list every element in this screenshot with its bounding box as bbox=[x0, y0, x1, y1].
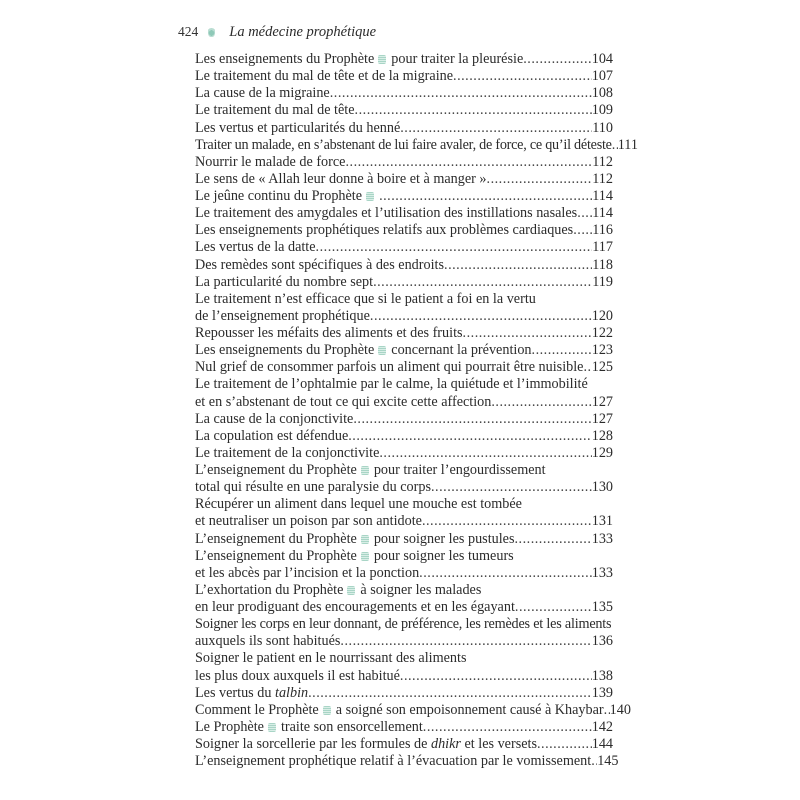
leaf-ornament-icon bbox=[208, 27, 215, 37]
toc-title: Traiter un malade, en s’abstenant de lui faire avaler, de force, ce qu’il déteste bbox=[195, 136, 612, 153]
toc-title: Des remèdes sont spécifiques à des endroits bbox=[195, 256, 445, 273]
toc-entry[interactable] bbox=[195, 462, 613, 496]
toc-title: Nourrir le malade de force bbox=[195, 153, 346, 170]
toc-entry[interactable] bbox=[195, 650, 613, 684]
toc-entry[interactable] bbox=[195, 616, 613, 650]
toc-title-line1: Soigner le patient en le nourrissant des aliments bbox=[195, 650, 467, 667]
toc-title: Le traitement du mal de tête et de la migraine bbox=[195, 68, 454, 85]
toc-title: L’enseignement du Prophète pour soigner les pustules bbox=[195, 530, 515, 547]
toc-entry[interactable] bbox=[195, 445, 613, 462]
toc-page-number: 127 bbox=[591, 393, 613, 410]
toc-title-line2: de l’enseignement prophétique bbox=[195, 307, 370, 324]
toc-entry[interactable] bbox=[195, 85, 613, 102]
dot-leader bbox=[583, 359, 591, 376]
toc-title-line1: L’enseignement du Prophète pour traiter l’engourdissement bbox=[195, 462, 546, 478]
toc-page-number: 110 bbox=[592, 119, 613, 136]
toc-title: Nul grief de consommer parfois un aliment qui pourrait être nuisible bbox=[195, 359, 584, 376]
toc-page-number: 120 bbox=[591, 307, 613, 324]
toc-entry[interactable] bbox=[195, 428, 613, 445]
toc-page-number: 145 bbox=[597, 753, 619, 770]
toc-title-line2: et les abcès par l’incision et la ponction bbox=[195, 564, 420, 581]
toc-page-number: 111 bbox=[617, 136, 638, 153]
salutation-glyph-icon bbox=[347, 586, 355, 595]
toc-page-number: 117 bbox=[592, 239, 613, 256]
toc-entry[interactable] bbox=[195, 376, 613, 410]
dot-leader bbox=[444, 257, 592, 274]
toc-page-number: 136 bbox=[591, 633, 613, 650]
toc-page-number: 128 bbox=[591, 427, 613, 444]
toc-entry[interactable] bbox=[195, 531, 613, 548]
dot-leader bbox=[453, 68, 592, 85]
toc-page-number: 135 bbox=[591, 599, 613, 615]
toc-entry[interactable] bbox=[195, 342, 613, 359]
toc-page-number: 140 bbox=[609, 701, 631, 718]
salutation-glyph-icon bbox=[366, 192, 374, 201]
toc-title-line2: auxquels ils sont habitués bbox=[195, 633, 341, 650]
toc-title-line2: les plus doux auxquels il est habitué bbox=[195, 667, 400, 684]
toc-entry[interactable] bbox=[195, 222, 613, 239]
toc-page-number: 109 bbox=[591, 102, 613, 119]
toc-page-number: 119 bbox=[592, 273, 613, 290]
toc-entry[interactable] bbox=[195, 188, 613, 205]
toc-entry[interactable] bbox=[195, 291, 613, 325]
toc-page-number: 139 bbox=[591, 684, 613, 701]
toc-title: Comment le Prophète a soigné son empoisonnement causé à Khaybar bbox=[195, 701, 604, 718]
toc-page-number: 104 bbox=[591, 51, 613, 67]
toc-entry[interactable] bbox=[195, 736, 613, 753]
dot-leader bbox=[532, 342, 592, 359]
dot-leader bbox=[487, 171, 593, 188]
toc-page-number: 144 bbox=[591, 736, 613, 752]
toc-title-line2: et neutraliser un poison par son antidote bbox=[195, 513, 422, 530]
dot-leader bbox=[491, 394, 591, 411]
toc-entry[interactable] bbox=[195, 68, 613, 85]
toc-entry[interactable] bbox=[195, 239, 613, 256]
dot-leader bbox=[379, 188, 592, 205]
toc-entry[interactable] bbox=[195, 274, 613, 291]
toc-entry[interactable] bbox=[195, 136, 638, 154]
toc-title: Les enseignements du Prophète pour traiter la pleurésie bbox=[195, 51, 524, 67]
dot-leader bbox=[523, 51, 591, 68]
dot-leader bbox=[355, 102, 592, 119]
toc-title: La cause de la conjonctivite bbox=[195, 410, 354, 427]
toc-page-number: 107 bbox=[591, 68, 613, 85]
toc-title: La cause de la migraine bbox=[195, 85, 330, 102]
toc-title: Le jeûne continu du Prophète bbox=[195, 188, 379, 205]
toc-page-number: 114 bbox=[592, 205, 613, 222]
toc-page-number: 133 bbox=[591, 564, 613, 581]
toc-entry[interactable] bbox=[195, 325, 613, 342]
toc-title: Le Prophète traite son ensorcellement bbox=[195, 718, 423, 735]
toc-title-line1: Le traitement n’est efficace que si le patient a foi en la vertu bbox=[195, 290, 536, 307]
dot-leader bbox=[431, 479, 592, 496]
toc-entry[interactable] bbox=[195, 719, 613, 736]
toc-title: Les vertus de la datte bbox=[195, 239, 316, 256]
toc-page-number: 129 bbox=[591, 444, 613, 461]
running-title: La médecine prophétique bbox=[229, 23, 377, 40]
salutation-glyph-icon bbox=[268, 723, 276, 732]
salutation-glyph-icon bbox=[361, 552, 369, 561]
dot-leader bbox=[515, 599, 592, 616]
table-of-contents bbox=[195, 51, 638, 770]
dot-leader bbox=[515, 531, 592, 548]
dot-leader bbox=[400, 668, 592, 685]
toc-title-line1: Le traitement de l’ophtalmie par le calme, la quiétude et l’immobilité bbox=[195, 376, 588, 393]
toc-page-number: 127 bbox=[591, 410, 613, 427]
dot-leader bbox=[373, 274, 592, 291]
toc-page-number: 131 bbox=[591, 513, 613, 530]
dot-leader bbox=[340, 633, 591, 650]
salutation-glyph-icon bbox=[361, 535, 369, 544]
toc-page-number: 133 bbox=[591, 530, 613, 547]
toc-title: La particularité du nombre sept bbox=[195, 273, 374, 290]
toc-page-number: 123 bbox=[591, 342, 613, 359]
dot-leader bbox=[345, 154, 592, 171]
toc-title-line1: Soigner les corps en leur donnant, de préférence, les remèdes et les aliments bbox=[195, 616, 612, 633]
toc-title: Les enseignements prophétiques relatifs aux problèmes cardiaques bbox=[195, 222, 574, 239]
toc-entry[interactable] bbox=[195, 205, 613, 222]
toc-page-number: 116 bbox=[592, 222, 613, 239]
toc-entry[interactable] bbox=[195, 582, 613, 616]
dot-leader bbox=[379, 445, 591, 462]
toc-page-number: 114 bbox=[592, 188, 613, 204]
page-number: 424 bbox=[178, 24, 199, 39]
toc-title: Les vertus du talbin bbox=[195, 684, 309, 701]
toc-entry[interactable] bbox=[195, 359, 613, 376]
toc-page-number: 112 bbox=[592, 170, 613, 187]
salutation-glyph-icon bbox=[378, 55, 386, 64]
toc-title: Le sens de « Allah leur donne à boire et à manger » bbox=[195, 170, 487, 187]
toc-title-line1: L’enseignement du Prophète pour soigner les tumeurs bbox=[195, 547, 514, 564]
page-header bbox=[178, 22, 376, 42]
salutation-glyph-icon bbox=[378, 346, 386, 355]
toc-entry[interactable] bbox=[195, 171, 613, 188]
toc-page-number: 142 bbox=[591, 718, 613, 735]
toc-page-number: 122 bbox=[591, 325, 613, 341]
toc-title-line2: en leur prodiguant des encouragements et en les égayant bbox=[195, 599, 515, 615]
toc-page-number: 118 bbox=[592, 256, 613, 273]
toc-title: Repousser les méfaits des aliments et des fruits bbox=[195, 325, 463, 341]
dot-leader bbox=[537, 736, 592, 753]
toc-title: Le traitement de la conjonctivite bbox=[195, 444, 380, 461]
toc-entry[interactable] bbox=[195, 120, 613, 137]
dot-leader bbox=[463, 325, 592, 342]
salutation-glyph-icon bbox=[323, 706, 331, 715]
dot-leader bbox=[423, 719, 592, 736]
toc-title-line2: et en s’abstenant de tout ce qui excite cette affection bbox=[195, 393, 492, 410]
toc-entry[interactable] bbox=[195, 411, 613, 428]
toc-entry[interactable] bbox=[195, 548, 613, 582]
toc-entry[interactable] bbox=[195, 685, 613, 702]
dot-leader bbox=[400, 120, 592, 137]
toc-page-number: 112 bbox=[592, 153, 613, 170]
toc-entry[interactable] bbox=[195, 701, 631, 719]
toc-page-number: 108 bbox=[591, 85, 613, 102]
toc-title: L’enseignement prophétique relatif à l’évacuation par le vomissement bbox=[195, 753, 592, 770]
dot-leader bbox=[308, 685, 592, 702]
toc-title-line1: Récupérer un aliment dans lequel une mouche est tombée bbox=[195, 496, 522, 513]
toc-entry[interactable] bbox=[195, 496, 613, 530]
dot-leader bbox=[422, 513, 592, 530]
toc-page-number: 138 bbox=[591, 667, 613, 684]
toc-title: La copulation est défendue bbox=[195, 427, 349, 444]
toc-title: Les enseignements du Prophète concernant la prévention bbox=[195, 342, 532, 359]
dot-leader bbox=[330, 85, 592, 102]
toc-title: Le traitement des amygdales et l’utilisation des instillations nasales bbox=[195, 205, 578, 222]
toc-title-line2: total qui résulte en une paralysie du corps bbox=[195, 479, 431, 496]
dot-leader bbox=[348, 428, 591, 445]
dot-leader bbox=[573, 222, 592, 239]
toc-title: Le traitement du mal de tête bbox=[195, 102, 355, 119]
toc-entry[interactable] bbox=[195, 102, 613, 119]
dot-leader bbox=[353, 411, 591, 428]
toc-title: Les vertus et particularités du henné bbox=[195, 119, 401, 136]
toc-page-number: 130 bbox=[591, 479, 613, 496]
toc-entry[interactable] bbox=[195, 257, 613, 274]
toc-page-number: 125 bbox=[591, 359, 613, 376]
salutation-glyph-icon bbox=[361, 466, 369, 475]
dot-leader bbox=[370, 308, 592, 325]
toc-entry[interactable] bbox=[195, 51, 613, 68]
toc-entry[interactable] bbox=[195, 753, 619, 770]
toc-title: Soigner la sorcellerie par les formules de dhikr et les versets bbox=[195, 736, 537, 752]
toc-entry[interactable] bbox=[195, 154, 613, 171]
toc-title-line1: L’exhortation du Prophète à soigner les malades bbox=[195, 581, 482, 598]
dot-leader bbox=[577, 205, 592, 222]
dot-leader bbox=[419, 565, 592, 582]
dot-leader bbox=[316, 239, 593, 256]
